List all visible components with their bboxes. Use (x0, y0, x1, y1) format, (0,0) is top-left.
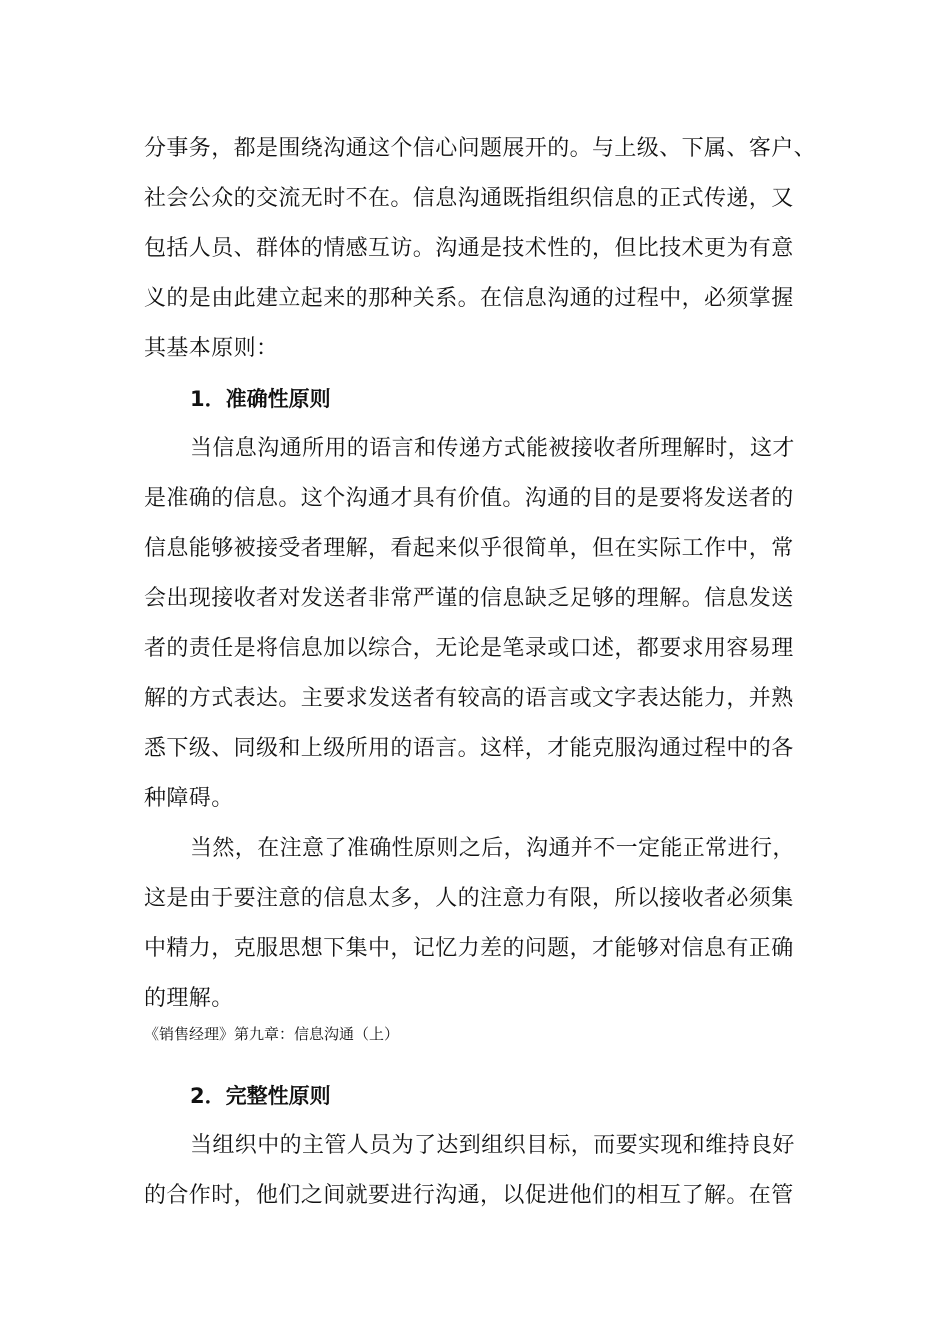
intro-line: 分事务，都是围绕沟通这个信心问题展开的。与上级、下属、客户、 (144, 136, 817, 161)
paragraph-line: 解的方式表达。主要求发送者有较高的语言或文字表达能力，并熟 (144, 686, 794, 711)
intro-line: 义的是由此建立起来的那种关系。在信息沟通的过程中，必须掌握 (144, 286, 794, 311)
paragraph-line: 当然，在注意了准确性原则之后，沟通并不一定能正常进行， (190, 836, 795, 861)
paragraph-line: 这是由于要注意的信息太多，人的注意力有限，所以接收者必须集 (144, 886, 794, 911)
paragraph-line: 的理解。 (144, 986, 234, 1011)
paragraph-line: 者的责任是将信息加以综合，无论是笔录或口述，都要求用容易理 (144, 636, 794, 661)
paragraph-line: 中精力，克服思想下集中，记忆力差的问题，才能够对信息有正确 (144, 936, 794, 961)
page-footer: 《销售经理》第九章：信息沟通（上） (144, 1025, 400, 1043)
section-heading-accuracy: 1．准确性原则 (190, 387, 331, 411)
paragraph-line: 会出现接收者对发送者非常严谨的信息缺乏足够的理解。信息发送 (144, 586, 794, 611)
paragraph-line: 是准确的信息。这个沟通才具有价值。沟通的目的是要将发送者的 (144, 486, 794, 511)
intro-line: 社会公众的交流无时不在。信息沟通既指组织信息的正式传递，又 (144, 186, 794, 211)
paragraph-line: 种障碍。 (144, 786, 234, 811)
paragraph-line: 当组织中的主管人员为了达到组织目标，而要实现和维持良好 (190, 1133, 795, 1158)
paragraph-line: 悉下级、同级和上级所用的语言。这样，才能克服沟通过程中的各 (144, 736, 794, 761)
paragraph-line: 信息能够被接受者理解，看起来似乎很简单，但在实际工作中，常 (144, 536, 794, 561)
section-heading-completeness: 2．完整性原则 (190, 1084, 331, 1108)
paragraph-line: 当信息沟通所用的语言和传递方式能被接收者所理解时，这才 (190, 436, 795, 461)
paragraph-line: 的合作时，他们之间就要进行沟通，以促进他们的相互了解。在管 (144, 1183, 794, 1208)
intro-line: 其基本原则： (144, 336, 279, 361)
intro-line: 包括人员、群体的情感互访。沟通是技术性的，但比技术更为有意 (144, 236, 794, 261)
